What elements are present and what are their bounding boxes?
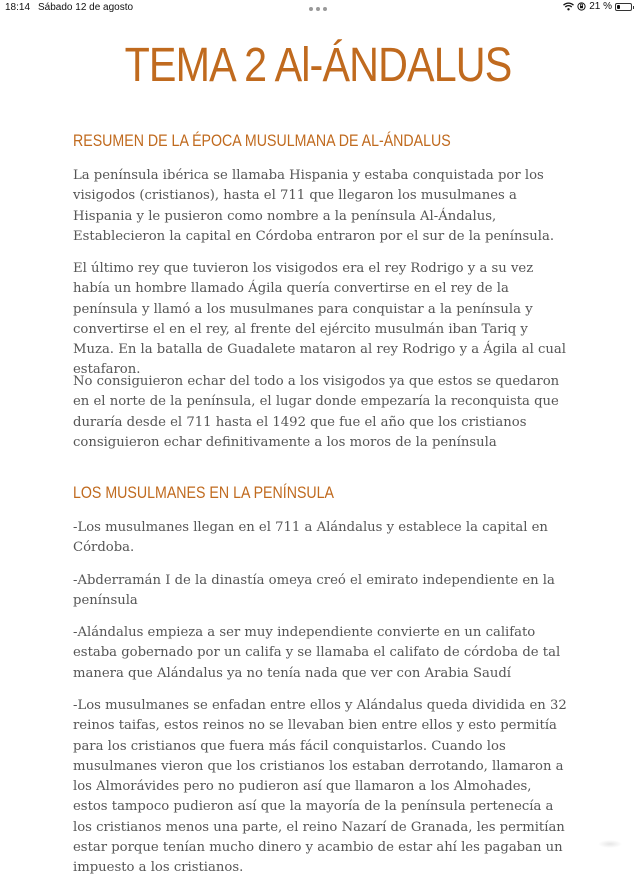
wifi-icon	[563, 2, 574, 11]
scroll-indicator[interactable]	[598, 840, 622, 848]
status-time: 18:14	[5, 2, 31, 13]
status-date: Sábado 12 de agosto	[38, 2, 134, 13]
list-item: -Los musulmanes llegan en el 711 a Alándalus y establece la capital en Córdoba.	[73, 520, 548, 556]
paragraph: El último rey que tuvieron los visigodos era el rey Rodrigo y a su vez había un hombre llamado Ágila quería convertirse en el rey de la península y llamó a los musulmanes para conquistar a la península y convertirse el en el rey, al frente del ejército musulmán iban Tariq y Muza. En la batalla de Guadalete mataron al rey Rodrigo y a Ágila al cual estafaron.	[73, 261, 566, 378]
list-item: -Abderramán I de la dinastía omeya creó el emirato independiente en la península	[73, 573, 555, 609]
section-heading-resumen: RESUMEN DE LA ÉPOCA MUSULMANA DE AL-ÁNDALUS	[73, 132, 451, 150]
paragraph: La península ibérica se llamaba Hispania y estaba conquistada por los visigodos (cristianos), hasta el 711 que llegaron los musulmanes a Hispania y le pusieron como nombre a la península Al-Ándalus, Establecieron la capital en Córdoba entraron por el sur de la península.	[73, 168, 555, 244]
list-item: -Los musulmanes se enfadan entre ellos y Alándalus queda dividida en 32 reinos taifas, estos reinos no se llevaban bien entre ellos y esto permitía para los cristianos que fuera más fácil conquistarlos. Cuando los musulmanes vieron que los cristianos los estaban derrotando, llamaron a los Almorávides pero no pudieron así que llamaron a los Almohades, estos tampoco pudieron así que la mayoría de la península pertenecía a los cristianos menos una parte, el reino Nazarí de Granada, les permitían estar porque tenían mucho dinero y acambio de estar ahí les pagaban un impuesto a los cristianos.	[73, 698, 567, 876]
orientation-lock-icon	[577, 2, 586, 11]
battery-percent: 21 %	[589, 1, 612, 12]
multitasking-dots-icon[interactable]	[309, 7, 327, 11]
page-title: TEMA 2 Al-ÁNDALUS	[124, 39, 512, 92]
battery-icon	[615, 3, 632, 11]
list-item: -Alándalus empieza a ser muy independiente convierte en un califato estaba gobernado por un califa y se llamaba el califato de córdoba de tal manera que Alándalus ya no tenía nada que ver con Arabia Saudí	[73, 625, 561, 681]
section-heading-musulmanes: LOS MUSULMANES EN LA PENÍNSULA	[73, 484, 335, 502]
status-indicators	[563, 1, 632, 12]
status-bar	[0, 0, 636, 16]
paragraph: No consiguieron echar del todo a los visigodos ya que estos se quedaron en el norte de la península, el lugar donde empezaría la reconquista que duraría desde el 711 hasta el 1492 que fue el año que los cristianos consiguieron echar definitivamente a los moros de la península	[73, 374, 560, 450]
